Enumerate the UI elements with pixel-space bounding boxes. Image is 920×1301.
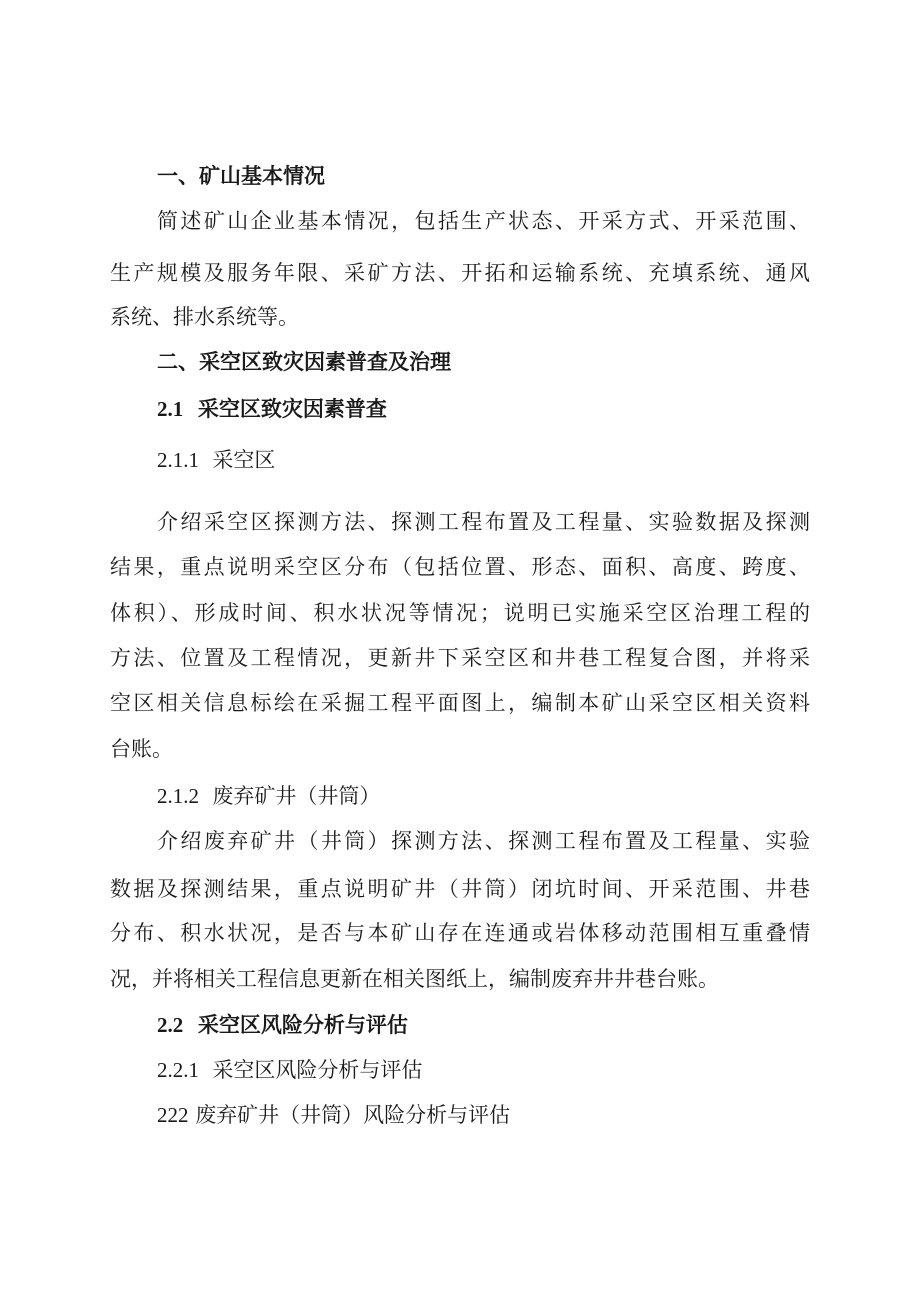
- paragraph-line: 系统、排水系统等。: [110, 305, 299, 329]
- paragraph-line: 介绍废弃矿井（井筒）探测方法、探测工程布置及工程量、实验: [157, 829, 810, 853]
- paragraph-line: 数据及探测结果，重点说明矿井（井筒）闭坑时间、开采范围、井巷: [110, 877, 810, 901]
- paragraph-line: 方法、位置及工程情况，更新井下采空区和井巷工程复合图，并将采: [110, 646, 810, 670]
- item-2-2-2-heading: [157, 1100, 810, 1130]
- item-title: 采空区: [212, 448, 276, 472]
- item-title: 废弃矿井（井筒）: [212, 784, 381, 808]
- paragraph-line: 生产规模及服务年限、采矿方法、开拓和运输系统、充填系统、通风: [110, 261, 810, 285]
- paragraph-line: 分布、积水状况，是否与本矿山存在连通或岩体移动范围相互重叠情: [110, 921, 810, 945]
- paragraph-line: 空区相关信息标绘在采掘工程平面图上，编制本矿山采空区相关资料: [110, 691, 810, 715]
- item-2-1-2-heading: [157, 781, 810, 811]
- subsection-title: 采空区致灾因素普查: [197, 396, 387, 421]
- section-2-heading: 二、采空区致灾因素普查及治理: [157, 349, 451, 374]
- paragraph-line: 台账。: [110, 737, 173, 761]
- subsection-number: 2.2: [157, 1013, 184, 1037]
- subsection-2-2-heading: [157, 1010, 810, 1040]
- paragraph-line: 体积）、形成时间、积水状况等情况；说明已实施采空区治理工程的: [110, 601, 810, 625]
- item-title: 废弃矿井（井筒）风险分析与评估: [195, 1103, 511, 1127]
- subsection-2-1-heading: [157, 394, 810, 424]
- item-number: 2.1.2: [157, 784, 199, 808]
- paragraph-line: 结果，重点说明采空区分布（包括位置、形态、面积、高度、跨度、: [110, 555, 810, 579]
- item-number: 2.2.1: [157, 1058, 199, 1082]
- item-2-2-1-heading: [157, 1055, 810, 1085]
- paragraph-line: 介绍采空区探测方法、探测工程布置及工程量、实验数据及探测: [157, 510, 810, 534]
- item-number: 222: [157, 1103, 189, 1127]
- item-2-1-1-heading: [157, 445, 810, 475]
- paragraph-line: 简述矿山企业基本情况，包括生产状态、开采方式、开采范围、: [157, 209, 810, 233]
- section-1-heading: 一、矿山基本情况: [157, 163, 325, 188]
- paragraph-line: 况，并将相关工程信息更新在相关图纸上，编制废弃井井巷台账。: [110, 967, 719, 991]
- item-title: 采空区风险分析与评估: [212, 1058, 423, 1082]
- subsection-title: 采空区风险分析与评估: [197, 1012, 408, 1037]
- subsection-number: 2.1: [157, 397, 184, 421]
- item-number: 2.1.1: [157, 448, 199, 472]
